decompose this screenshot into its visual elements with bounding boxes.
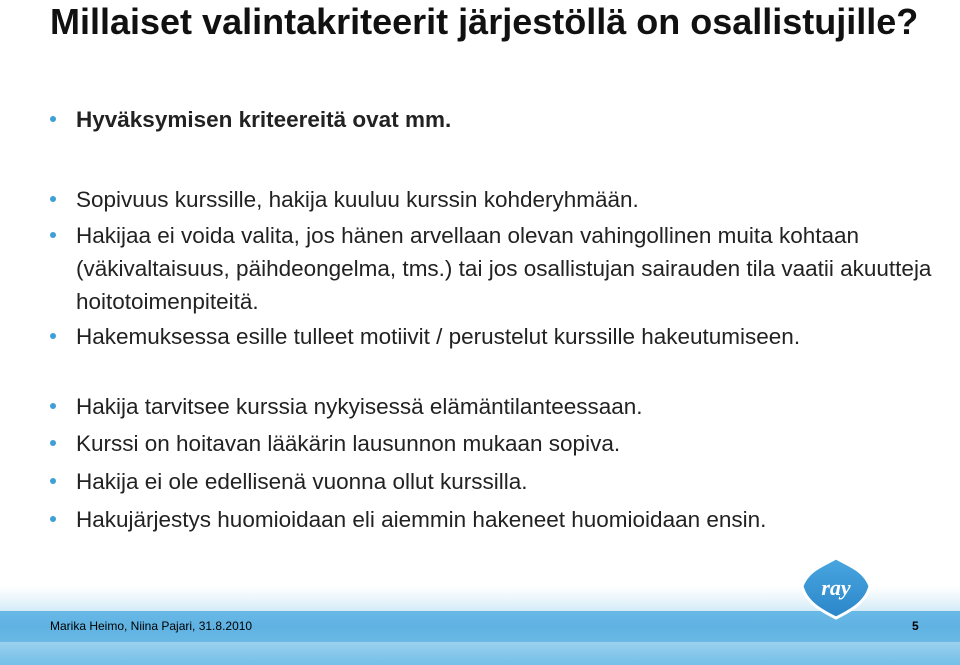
bullet-marker <box>50 196 56 202</box>
bullet-text: Hakijaa ei voida valita, jos hänen arvellaan olevan vahingollinen muita kohtaan (väkivaltaisuus, päihdeongelma, tms.) tai jos osallistujan sairauden tila vaatii akuutteja hoitotoimenpiteitä. <box>76 223 932 314</box>
bullet-text: Hyväksymisen kriteereitä ovat mm. <box>76 107 452 132</box>
bullet-text: Kurssi on hoitavan lääkärin lausunnon mukaan sopiva. <box>76 431 621 456</box>
footer-author: Marika Heimo, Niina Pajari, 31.8.2010 <box>50 619 253 633</box>
bullet-marker <box>50 516 56 522</box>
bullet-item <box>76 427 936 460</box>
bullet-text: Sopivuus kurssille, hakija kuuluu kurssin kohderyhmään. <box>76 187 639 212</box>
bullet-marker <box>50 116 56 122</box>
slide-title: Millaiset valintakriteerit järjestöllä on osallistujille? <box>50 1 919 42</box>
bullet-text: Hakija ei ole edellisenä vuonna ollut kurssilla. <box>76 469 528 494</box>
bullet-item <box>76 219 936 318</box>
bullet-marker <box>50 232 56 238</box>
bullet-item <box>76 503 936 536</box>
bullet-item <box>76 465 936 498</box>
page-number: 5 <box>912 619 919 633</box>
bullet-marker <box>50 478 56 484</box>
bullet-text: Hakujärjestys huomioidaan eli aiemmin hakeneet huomioidaan ensin. <box>76 507 767 532</box>
bullet-marker <box>50 333 56 339</box>
bullet-marker <box>50 440 56 446</box>
bullet-text: Hakija tarvitsee kurssia nykyisessä elämäntilanteessaan. <box>76 394 643 419</box>
logo-wordmark: ray <box>821 575 851 600</box>
bullet-item <box>76 390 936 423</box>
bullet-item <box>76 103 936 136</box>
bullet-item <box>76 320 936 353</box>
ray-logo-icon <box>800 556 872 620</box>
bullet-marker <box>50 403 56 409</box>
bullet-text: Hakemuksessa esille tulleet motiivit / perustelut kurssille hakeutumiseen. <box>76 324 801 349</box>
bullet-item <box>76 183 936 216</box>
